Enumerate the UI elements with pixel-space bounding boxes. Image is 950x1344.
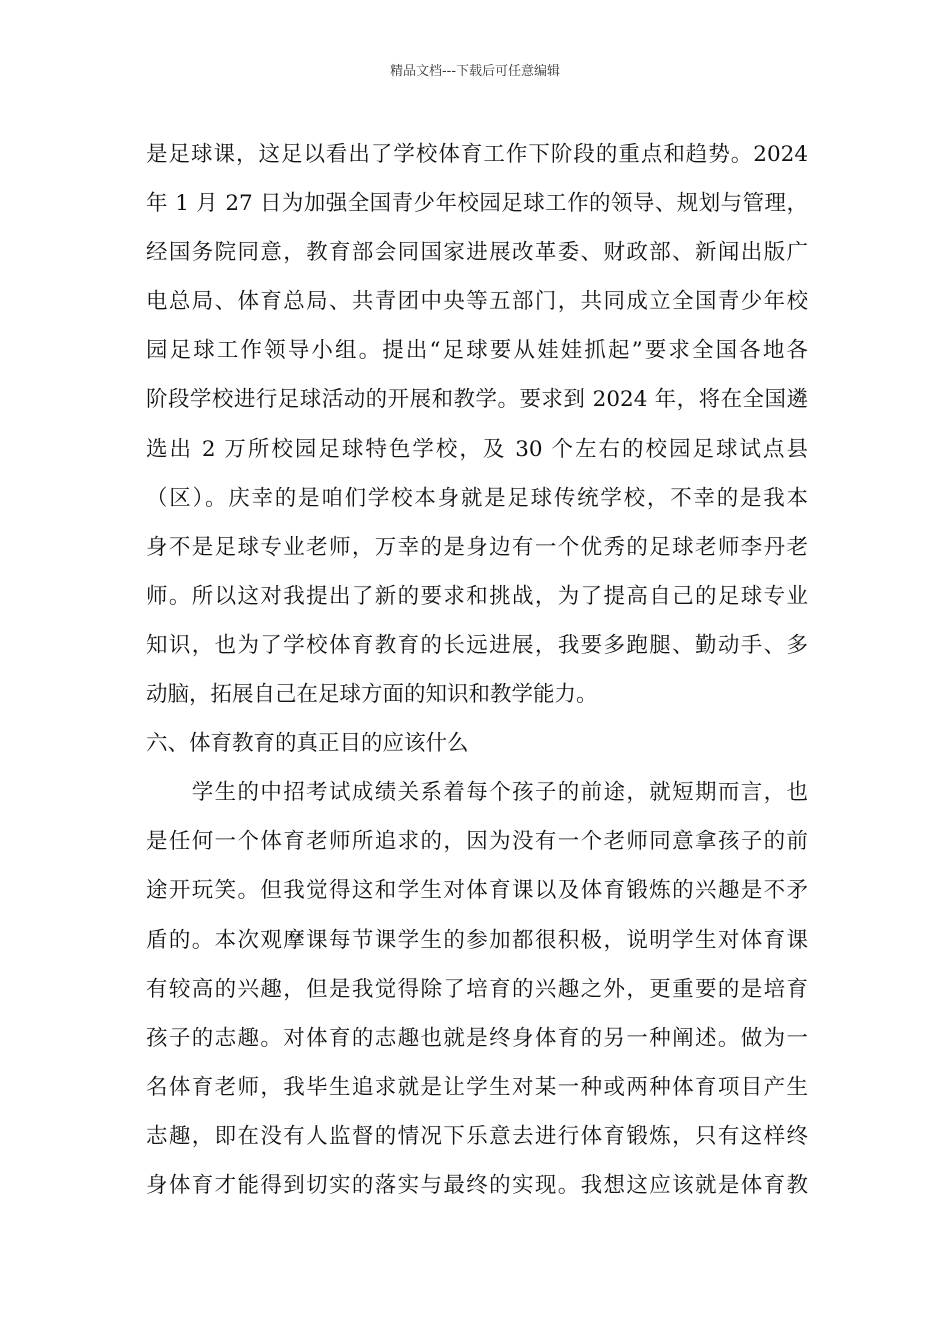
text-line: 园足球工作领导小组。提出“足球要从娃娃抓起”要求全国各地各	[146, 338, 808, 364]
text-line: 学生的中招考试成绩关系着每个孩子的前途，就短期而言，也	[146, 780, 808, 806]
text-line: 途开玩笑。但我觉得这和学生对体育课以及体育锻炼的兴趣是不矛	[146, 878, 808, 904]
text-line: 选出 2 万所校园足球特色学校，及 30 个左右的校园足球试点县	[146, 436, 808, 462]
text-line: 身不是足球专业老师，万幸的是身边有一个优秀的足球老师李丹老	[146, 534, 808, 560]
text-line: 师。所以这对我提出了新的要求和挑战，为了提高自己的足球专业	[146, 583, 808, 609]
text-line: 名体育老师，我毕生追求就是让学生对某一种或两种体育项目产生	[146, 1074, 808, 1100]
text-line: 阶段学校进行足球活动的开展和教学。要求到 2024 年，将在全国遴	[146, 387, 808, 413]
text-line: （区）。庆幸的是咱们学校本身就是足球传统学校，不幸的是我本	[146, 485, 808, 511]
text-line: 是足球课，这足以看出了学校体育工作下阶段的重点和趋势。2024	[146, 142, 808, 167]
text-line: 电总局、体育总局、共青团中央等五部门，共同成立全国青少年校	[146, 289, 808, 315]
text-line: 有较高的兴趣，但是我觉得除了培育的兴趣之外，更重要的是培育	[146, 976, 808, 1002]
text-line: 动脑，拓展自己在足球方面的知识和教学能力。	[146, 682, 598, 708]
text-line: 是任何一个体育老师所追求的，因为没有一个老师同意拿孩子的前	[146, 829, 808, 855]
document-body	[146, 130, 808, 1210]
page-header: 精品文档---下载后可任意编辑	[389, 64, 561, 79]
text-line: 身体育才能得到切实的落实与最终的实现。我想这应该就是体育教	[146, 1172, 808, 1198]
text-line: 孩子的志趣。对体育的志趣也就是终身体育的另一种阐述。做为一	[146, 1025, 808, 1051]
text-line: 志趣，即在没有人监督的情况下乐意去进行体育锻炼，只有这样终	[146, 1123, 808, 1149]
text-line: 知识，也为了学校体育教育的长远进展，我要多跑腿、勤动手、多	[146, 632, 808, 658]
text-line: 经国务院同意，教育部会同国家进展改革委、财政部、新闻出版广	[146, 240, 808, 266]
text-line: 盾的。本次观摩课每节课学生的参加都很积极，说明学生对体育课	[146, 927, 808, 953]
section-heading: 六、体育教育的真正目的应该什么	[146, 731, 469, 757]
text-line: 年 1 月 27 日为加强全国青少年校园足球工作的领导、规划与管理，	[146, 191, 808, 217]
